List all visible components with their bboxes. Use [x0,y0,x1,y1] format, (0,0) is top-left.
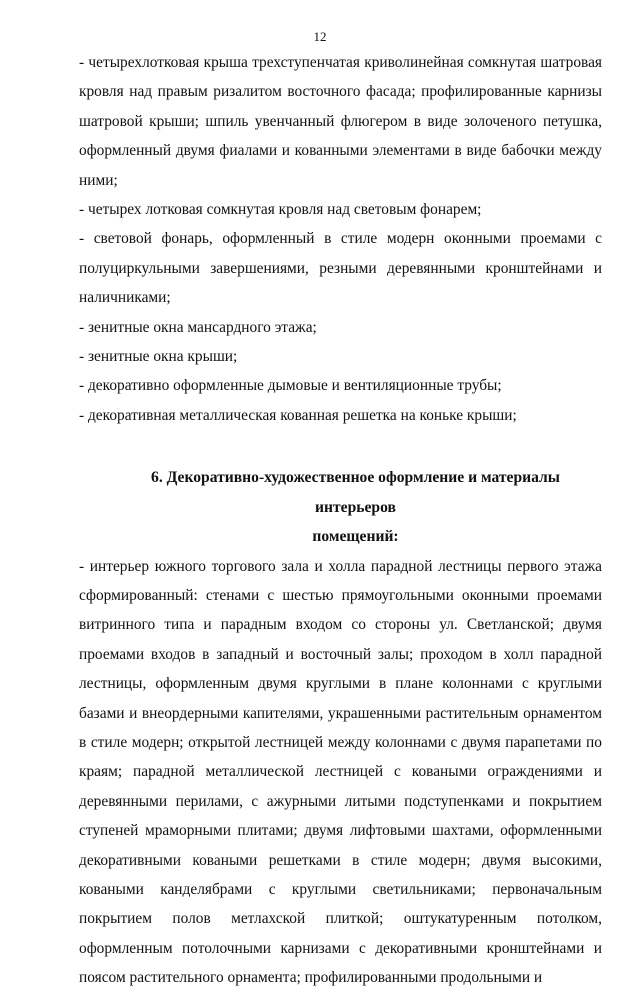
section-paragraph: - интерьер южного торгового зала и холла парадной лестницы первого этажа сформированный: стенами с шестью прямоугольными оконными проемами витринного типа и парадным входом со стороны ул. Светланской; двумя проемами входов в западный и восточный залы; проходом в холл парадной лестницы, оформленным двумя круглыми в плане колоннами с круглыми базами и внеордерными капителями, украшенными растительным орнаментом в стиле модерн; открытой лестницей между колоннами с двумя парапетами по краям; парадной металлической лестницей с коваными ограждениями и деревянными перилами, с ажурными литыми подступенками и покрытием ступеней мраморными плитами; двумя лифтовыми шахтами, оформленными декоративными коваными решетками в стиле модерн; двумя высокими, коваными канделябрами с круглыми светильниками; первоначальным покрытием полов метлахской плиткой; оштукатуренным потолком, оформленным потолочными карнизами с декоративными кронштейнами и поясом растительного орнамента; профилированными продольными и [79,557,602,987]
list-item: - зенитные окна крыши; [79,348,238,366]
section-heading-line2: помещений: [312,528,399,546]
list-item: - световой фонарь, оформленный в стиле модерн оконными проемами с полуциркульными завершениями, резными деревянными кронштейнами и наличниками; [79,230,602,307]
document-body [79,48,602,993]
list-item: - декоративно оформленные дымовые и вентиляционные трубы; [79,377,502,395]
section-spacer [79,430,602,463]
list-item: - декоративная металлическая кованная решетка на коньке крыши; [79,406,517,424]
list-item: - четырех лотковая сомкнутая кровля над световым фонарем; [79,201,482,219]
list-item: - четырехлотковая крыша трехступенчатая криволинейная сомкнутая шатровая кровля над правым ризалитом восточного фасада; профилированные карнизы шатровой крыши; шпиль увенчанный флюгером в виде золоченого петушка, оформленный двумя фиалами и кованными элементами в виде бабочки между ними; [79,54,602,189]
section-heading-line1: 6. Декоративно-художественное оформление и материалы интерьеров [151,469,560,516]
page-number: 12 [313,29,327,44]
list-item: - зенитные окна мансардного этажа; [79,318,317,336]
section-heading [79,463,602,551]
